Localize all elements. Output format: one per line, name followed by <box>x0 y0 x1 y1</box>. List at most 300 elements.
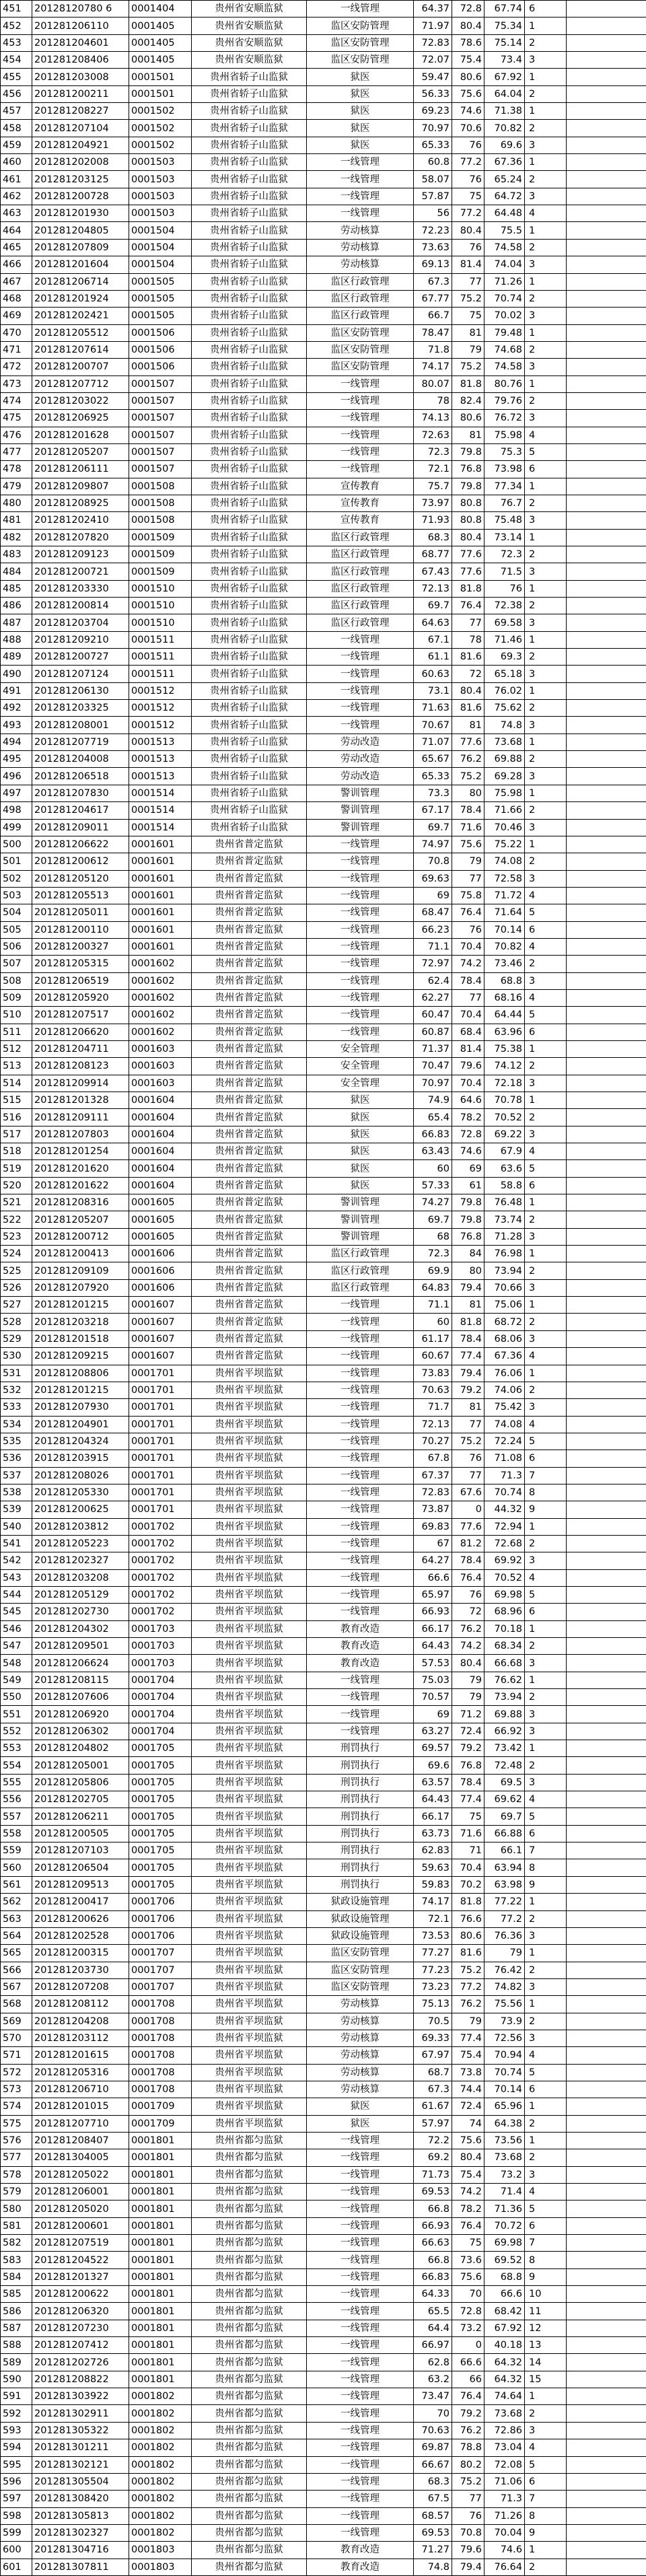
table-row <box>1 1655 646 1672</box>
total-score-cell: 68.34 <box>485 1638 525 1655</box>
rank-cell: 4 <box>525 1348 567 1365</box>
interview-score-cell: 69 <box>452 1160 485 1177</box>
position-name-cell: 一线管理 <box>307 1024 414 1040</box>
position-name-cell: 劳动核算 <box>307 222 414 239</box>
written-score-cell: 59.63 <box>414 1859 452 1876</box>
empty-cell <box>567 1365 646 1382</box>
exam-number-cell: 201281200601 <box>32 2217 129 2234</box>
position-code-cell: 0001602 <box>129 956 192 972</box>
written-score-cell: 65.5 <box>414 2303 452 2320</box>
row-index-cell: 558 <box>1 1825 32 1842</box>
position-name-cell: 一线管理 <box>307 410 414 427</box>
written-score-cell: 62.8 <box>414 2354 452 2371</box>
empty-cell <box>567 2064 646 2081</box>
empty-cell <box>567 205 646 222</box>
exam-number-cell: 201281206714 <box>32 273 129 290</box>
row-index-cell: 514 <box>1 1075 32 1092</box>
position-name-cell: 劳动改造 <box>307 768 414 785</box>
total-score-cell: 67.92 <box>485 69 525 85</box>
row-index-cell: 483 <box>1 546 32 563</box>
position-code-cell: 0001801 <box>129 2132 192 2149</box>
rank-cell: 3 <box>525 1075 567 1092</box>
employer-name-cell: 贵州省轿子山监狱 <box>192 717 307 734</box>
written-score-cell: 66.8 <box>414 2252 452 2268</box>
exam-number-cell: 201281205011 <box>32 904 129 921</box>
written-score-cell: 72.83 <box>414 34 452 51</box>
rank-cell: 5 <box>525 2201 567 2217</box>
empty-cell <box>567 1535 646 1552</box>
position-code-cell: 0001801 <box>129 2166 192 2183</box>
rank-cell: 5 <box>525 1160 567 1177</box>
written-score-cell: 57.97 <box>414 2115 452 2132</box>
position-name-cell: 一线管理 <box>307 154 414 171</box>
interview-score-cell: 75.4 <box>452 2047 485 2064</box>
interview-score-cell: 80.6 <box>452 69 485 85</box>
interview-score-cell: 77.6 <box>452 1518 485 1535</box>
employer-name-cell: 贵州省普定监狱 <box>192 1211 307 1228</box>
exam-number-cell: 201281304716 <box>32 2542 129 2559</box>
position-name-cell: 监区安防管理 <box>307 1978 414 1995</box>
written-score-cell: 69 <box>414 887 452 904</box>
empty-cell <box>567 1978 646 1995</box>
written-score-cell: 64.43 <box>414 1791 452 1808</box>
empty-cell <box>567 2098 646 2115</box>
empty-cell <box>567 1126 646 1143</box>
row-index-cell: 523 <box>1 1228 32 1245</box>
exam-number-cell: 201281201604 <box>32 256 129 273</box>
table-row <box>1 989 646 1006</box>
exam-number-cell: 201281203022 <box>32 392 129 409</box>
position-code-cell: 0001501 <box>129 85 192 102</box>
interview-score-cell: 78.4 <box>452 972 485 989</box>
written-score-cell: 71.8 <box>414 341 452 358</box>
exam-number-cell: 201281208112 <box>32 1996 129 2013</box>
rank-cell: 4 <box>525 2047 567 2064</box>
table-row <box>1 205 646 222</box>
position-code-cell: 0001514 <box>129 802 192 819</box>
written-score-cell: 71.73 <box>414 2166 452 2183</box>
position-name-cell: 一线管理 <box>307 188 414 205</box>
written-score-cell: 66.17 <box>414 1620 452 1637</box>
empty-cell <box>567 1638 646 1655</box>
position-code-cell: 0001701 <box>129 1484 192 1501</box>
position-code-cell: 0001802 <box>129 2524 192 2541</box>
interview-score-cell: 79.8 <box>452 1194 485 1211</box>
row-index-cell: 576 <box>1 2132 32 2149</box>
employer-name-cell: 贵州省轿子山监狱 <box>192 392 307 409</box>
position-code-cell: 0001704 <box>129 1672 192 1688</box>
employer-name-cell: 贵州省平坝监狱 <box>192 2115 307 2132</box>
position-code-cell: 0001507 <box>129 427 192 443</box>
empty-cell <box>567 836 646 853</box>
interview-score-cell: 77.2 <box>452 205 485 222</box>
interview-score-cell: 77.4 <box>452 1348 485 1365</box>
written-score-cell: 62.27 <box>414 989 452 1006</box>
position-code-cell: 0001507 <box>129 461 192 478</box>
interview-score-cell: 80.4 <box>452 682 485 699</box>
position-code-cell: 0001802 <box>129 2473 192 2490</box>
table-row <box>1 768 646 785</box>
exam-number-cell: 201281205001 <box>32 1757 129 1774</box>
employer-name-cell: 贵州省都匀监狱 <box>192 2303 307 2320</box>
position-code-cell: 0001801 <box>129 2217 192 2234</box>
rank-cell: 6 <box>525 1825 567 1842</box>
total-score-cell: 71.26 <box>485 2507 525 2524</box>
position-code-cell: 0001506 <box>129 324 192 341</box>
empty-cell <box>567 2320 646 2336</box>
table-row <box>1 17 646 34</box>
table-row <box>1 700 646 717</box>
table-row <box>1 2507 646 2524</box>
total-score-cell: 64.38 <box>485 2115 525 2132</box>
interview-score-cell: 75.6 <box>452 2268 485 2285</box>
empty-cell <box>567 1040 646 1057</box>
empty-cell <box>567 1211 646 1228</box>
table-row <box>1 649 646 666</box>
rank-cell: 9 <box>525 2524 567 2541</box>
position-code-cell: 0001604 <box>129 1092 192 1109</box>
exam-number-cell: 201281209123 <box>32 546 129 563</box>
written-score-cell: 72.3 <box>414 443 452 460</box>
interview-score-cell: 78.4 <box>452 1774 485 1791</box>
exam-number-cell: 201281304005 <box>32 2149 129 2166</box>
exam-number-cell: 201281206920 <box>32 1706 129 1723</box>
row-index-cell: 480 <box>1 495 32 511</box>
table-row <box>1 2405 646 2422</box>
position-name-cell: 警训管理 <box>307 785 414 801</box>
row-index-cell: 517 <box>1 1126 32 1143</box>
exam-number-cell: 201281200707 <box>32 359 129 375</box>
employer-name-cell: 贵州省轿子山监狱 <box>192 137 307 153</box>
rank-cell: 1 <box>525 1365 567 1382</box>
position-code-cell: 0001506 <box>129 341 192 358</box>
empty-cell <box>567 1842 646 1859</box>
position-code-cell: 0001604 <box>129 1177 192 1194</box>
rank-cell: 2 <box>525 1109 567 1126</box>
rank-cell: 5 <box>525 2064 567 2081</box>
employer-name-cell: 贵州省平坝监狱 <box>192 1416 307 1433</box>
interview-score-cell: 75 <box>452 188 485 205</box>
row-index-cell: 456 <box>1 85 32 102</box>
position-code-cell: 0001502 <box>129 103 192 120</box>
interview-score-cell: 77 <box>452 870 485 887</box>
rank-cell: 1 <box>525 324 567 341</box>
total-score-cell: 66.1 <box>485 1842 525 1859</box>
written-score-cell: 69.87 <box>414 2439 452 2456</box>
position-code-cell: 0001503 <box>129 205 192 222</box>
rank-cell: 2 <box>525 239 567 256</box>
interview-score-cell: 74.4 <box>452 2081 485 2098</box>
interview-score-cell: 78.4 <box>452 1330 485 1347</box>
position-name-cell: 一线管理 <box>307 666 414 682</box>
row-index-cell: 522 <box>1 1211 32 1228</box>
empty-cell <box>567 734 646 750</box>
position-code-cell: 0001405 <box>129 17 192 34</box>
employer-name-cell: 贵州省都匀监狱 <box>192 2132 307 2149</box>
interview-score-cell: 76.8 <box>452 1757 485 1774</box>
table-row <box>1 2252 646 2268</box>
written-score-cell: 68.7 <box>414 2064 452 2081</box>
total-score-cell: 69.58 <box>485 614 525 631</box>
written-score-cell: 67.43 <box>414 563 452 580</box>
exam-number-cell: 201281207230 <box>32 2320 129 2336</box>
row-index-cell: 470 <box>1 324 32 341</box>
rank-cell: 3 <box>525 563 567 580</box>
total-score-cell: 73.68 <box>485 734 525 750</box>
empty-cell <box>567 2149 646 2166</box>
empty-cell <box>567 1910 646 1927</box>
position-name-cell: 监区行政管理 <box>307 614 414 631</box>
employer-name-cell: 贵州省轿子山监狱 <box>192 700 307 717</box>
employer-name-cell: 贵州省平坝监狱 <box>192 1518 307 1535</box>
rank-cell: 6 <box>525 1450 567 1467</box>
position-code-cell: 0001801 <box>129 2286 192 2303</box>
empty-cell <box>567 495 646 511</box>
row-index-cell: 490 <box>1 666 32 682</box>
position-code-cell: 0001606 <box>129 1279 192 1296</box>
position-name-cell: 监区安防管理 <box>307 34 414 51</box>
rank-cell: 15 <box>525 2371 567 2388</box>
employer-name-cell: 贵州省轿子山监狱 <box>192 598 307 614</box>
interview-score-cell: 61 <box>452 1177 485 1194</box>
exam-number-cell: 201281209215 <box>32 1348 129 1365</box>
position-name-cell: 一线管理 <box>307 2268 414 2285</box>
row-index-cell: 482 <box>1 529 32 546</box>
row-index-cell: 555 <box>1 1774 32 1791</box>
interview-score-cell: 76 <box>452 1450 485 1467</box>
position-name-cell: 狱医 <box>307 120 414 137</box>
interview-score-cell: 76.2 <box>452 1620 485 1637</box>
row-index-cell: 574 <box>1 2098 32 2115</box>
table-row <box>1 2354 646 2371</box>
row-index-cell: 521 <box>1 1194 32 1211</box>
empty-cell <box>567 1672 646 1688</box>
rank-cell: 2 <box>525 495 567 511</box>
position-name-cell: 一线管理 <box>307 2184 414 2201</box>
total-score-cell: 75.14 <box>485 34 525 51</box>
interview-score-cell: 75.8 <box>452 887 485 904</box>
position-code-cell: 0001603 <box>129 1058 192 1075</box>
position-name-cell: 一线管理 <box>307 649 414 666</box>
exam-number-cell: 201281202726 <box>32 2354 129 2371</box>
rank-cell: 1 <box>525 785 567 801</box>
row-index-cell: 571 <box>1 2047 32 2064</box>
exam-number-cell: 201281204711 <box>32 1040 129 1057</box>
position-name-cell: 一线管理 <box>307 2286 414 2303</box>
row-index-cell: 467 <box>1 273 32 290</box>
exam-number-cell: 201281204302 <box>32 1620 129 1637</box>
empty-cell <box>567 1484 646 1501</box>
rank-cell: 4 <box>525 205 567 222</box>
position-code-cell: 0001802 <box>129 2491 192 2507</box>
rank-cell: 3 <box>525 1774 567 1791</box>
written-score-cell: 69.7 <box>414 598 452 614</box>
employer-name-cell: 贵州省安顺监狱 <box>192 1 307 17</box>
exam-number-cell: 201281206518 <box>32 768 129 785</box>
employer-name-cell: 贵州省平坝监狱 <box>192 1433 307 1450</box>
row-index-cell: 512 <box>1 1040 32 1057</box>
written-score-cell: 62.4 <box>414 972 452 989</box>
written-score-cell: 60.47 <box>414 1007 452 1024</box>
rank-cell: 5 <box>525 443 567 460</box>
rank-cell: 1 <box>525 1672 567 1688</box>
written-score-cell: 70.5 <box>414 2013 452 2030</box>
total-score-cell: 73.04 <box>485 2439 525 2456</box>
position-name-cell: 监区行政管理 <box>307 580 414 597</box>
exam-number-cell: 201281207712 <box>32 375 129 392</box>
position-name-cell: 监区安防管理 <box>307 359 414 375</box>
exam-number-cell: 201281206320 <box>32 2303 129 2320</box>
position-code-cell: 0001702 <box>129 1535 192 1552</box>
empty-cell <box>567 802 646 819</box>
position-name-cell: 一线管理 <box>307 171 414 188</box>
rank-cell: 7 <box>525 2235 567 2252</box>
rank-cell: 2 <box>525 1535 567 1552</box>
position-code-cell: 0001503 <box>129 171 192 188</box>
interview-score-cell: 70.8 <box>452 2524 485 2541</box>
employer-name-cell: 贵州省普定监狱 <box>192 836 307 853</box>
position-name-cell: 一线管理 <box>307 1586 414 1603</box>
empty-cell <box>567 631 646 648</box>
employer-name-cell: 贵州省普定监狱 <box>192 1109 307 1126</box>
exam-number-cell: 201281206001 <box>32 2184 129 2201</box>
empty-cell <box>567 1262 646 1279</box>
interview-score-cell: 80.8 <box>452 512 485 529</box>
total-score-cell: 73.42 <box>485 1740 525 1757</box>
row-index-cell: 465 <box>1 239 32 256</box>
interview-score-cell: 75.2 <box>452 290 485 307</box>
total-score-cell: 79 <box>485 1945 525 1962</box>
rank-cell: 1 <box>525 529 567 546</box>
row-index-cell: 585 <box>1 2286 32 2303</box>
row-index-cell: 549 <box>1 1672 32 1688</box>
empty-cell <box>567 870 646 887</box>
total-score-cell: 80.76 <box>485 375 525 392</box>
employer-name-cell: 贵州省普定监狱 <box>192 1126 307 1143</box>
total-score-cell: 67.9 <box>485 1143 525 1160</box>
position-name-cell: 劳动核算 <box>307 2047 414 2064</box>
table-row <box>1 1689 646 1706</box>
table-row <box>1 904 646 921</box>
position-code-cell: 0001607 <box>129 1314 192 1330</box>
empty-cell <box>567 2166 646 2183</box>
empty-cell <box>567 1757 646 1774</box>
row-index-cell: 498 <box>1 802 32 819</box>
row-index-cell: 455 <box>1 69 32 85</box>
employer-name-cell: 贵州省轿子山监狱 <box>192 154 307 171</box>
position-name-cell: 一线管理 <box>307 2473 414 2490</box>
rank-cell: 4 <box>525 1416 567 1433</box>
total-score-cell: 75.34 <box>485 17 525 34</box>
empty-cell <box>567 546 646 563</box>
position-name-cell: 狱医 <box>307 1143 414 1160</box>
exam-number-cell: 201281205315 <box>32 956 129 972</box>
written-score-cell: 72.07 <box>414 52 452 69</box>
total-score-cell: 72.48 <box>485 1757 525 1774</box>
position-code-cell: 0001509 <box>129 529 192 546</box>
position-code-cell: 0001705 <box>129 1876 192 1893</box>
row-index-cell: 468 <box>1 290 32 307</box>
position-name-cell: 一线管理 <box>307 717 414 734</box>
exam-number-cell: 201281207803 <box>32 1126 129 1143</box>
empty-cell <box>567 1279 646 1296</box>
employer-name-cell: 贵州省都匀监狱 <box>192 2371 307 2388</box>
written-score-cell: 67.77 <box>414 290 452 307</box>
position-code-cell: 0001604 <box>129 1126 192 1143</box>
employer-name-cell: 贵州省平坝监狱 <box>192 1927 307 1944</box>
empty-cell <box>567 1433 646 1450</box>
employer-name-cell: 贵州省普定监狱 <box>192 972 307 989</box>
position-code-cell: 0001510 <box>129 614 192 631</box>
interview-score-cell: 75.6 <box>452 85 485 102</box>
position-name-cell: 刑罚执行 <box>307 1791 414 1808</box>
empty-cell <box>567 2286 646 2303</box>
position-code-cell: 0001801 <box>129 2268 192 2285</box>
written-score-cell: 58.07 <box>414 171 452 188</box>
interview-score-cell: 79.8 <box>452 443 485 460</box>
exam-number-cell: 201281200625 <box>32 1501 129 1518</box>
total-score-cell: 76.06 <box>485 1365 525 1382</box>
empty-cell <box>567 17 646 34</box>
table-row <box>1 1842 646 1859</box>
exam-number-cell: 201281200728 <box>32 188 129 205</box>
empty-cell <box>567 1314 646 1330</box>
employer-name-cell: 贵州省普定监狱 <box>192 956 307 972</box>
position-code-cell: 0001705 <box>129 1791 192 1808</box>
table-row <box>1 1774 646 1791</box>
empty-cell <box>567 324 646 341</box>
row-index-cell: 539 <box>1 1501 32 1518</box>
position-name-cell: 安全管理 <box>307 1040 414 1057</box>
exam-number-cell: 201281200814 <box>32 598 129 614</box>
employer-name-cell: 贵州省平坝监狱 <box>192 1774 307 1791</box>
employer-name-cell: 贵州省普定监狱 <box>192 887 307 904</box>
position-name-cell: 一线管理 <box>307 631 414 648</box>
table-row <box>1 85 646 102</box>
table-row <box>1 956 646 972</box>
empty-cell <box>567 1518 646 1535</box>
total-score-cell: 73.68 <box>485 2149 525 2166</box>
table-row <box>1 1177 646 1194</box>
table-row <box>1 1450 646 1467</box>
position-code-cell: 0001602 <box>129 989 192 1006</box>
empty-cell <box>567 1143 646 1160</box>
total-score-cell: 69.62 <box>485 1791 525 1808</box>
exam-number-cell: 201281202705 <box>32 1791 129 1808</box>
position-name-cell: 一线管理 <box>307 1467 414 1484</box>
position-name-cell: 监区行政管理 <box>307 1246 414 1262</box>
row-index-cell: 479 <box>1 478 32 495</box>
rank-cell: 2 <box>525 290 567 307</box>
position-name-cell: 监区行政管理 <box>307 598 414 614</box>
table-row <box>1 2184 646 2201</box>
position-code-cell: 0001607 <box>129 1330 192 1347</box>
exam-number-cell: 201281205806 <box>32 1774 129 1791</box>
written-score-cell: 78.47 <box>414 324 452 341</box>
written-score-cell: 73.3 <box>414 785 452 801</box>
position-name-cell: 一线管理 <box>307 972 414 989</box>
total-score-cell: 72.56 <box>485 2030 525 2046</box>
table-row <box>1 410 646 427</box>
employer-name-cell: 贵州省普定监狱 <box>192 1143 307 1160</box>
employer-name-cell: 贵州省都匀监狱 <box>192 2286 307 2303</box>
exam-number-cell: 201281205020 <box>32 2201 129 2217</box>
rank-cell: 3 <box>525 666 567 682</box>
written-score-cell: 61.67 <box>414 2098 452 2115</box>
written-score-cell: 67.1 <box>414 631 452 648</box>
interview-score-cell: 79.4 <box>452 1279 485 1296</box>
empty-cell <box>567 443 646 460</box>
